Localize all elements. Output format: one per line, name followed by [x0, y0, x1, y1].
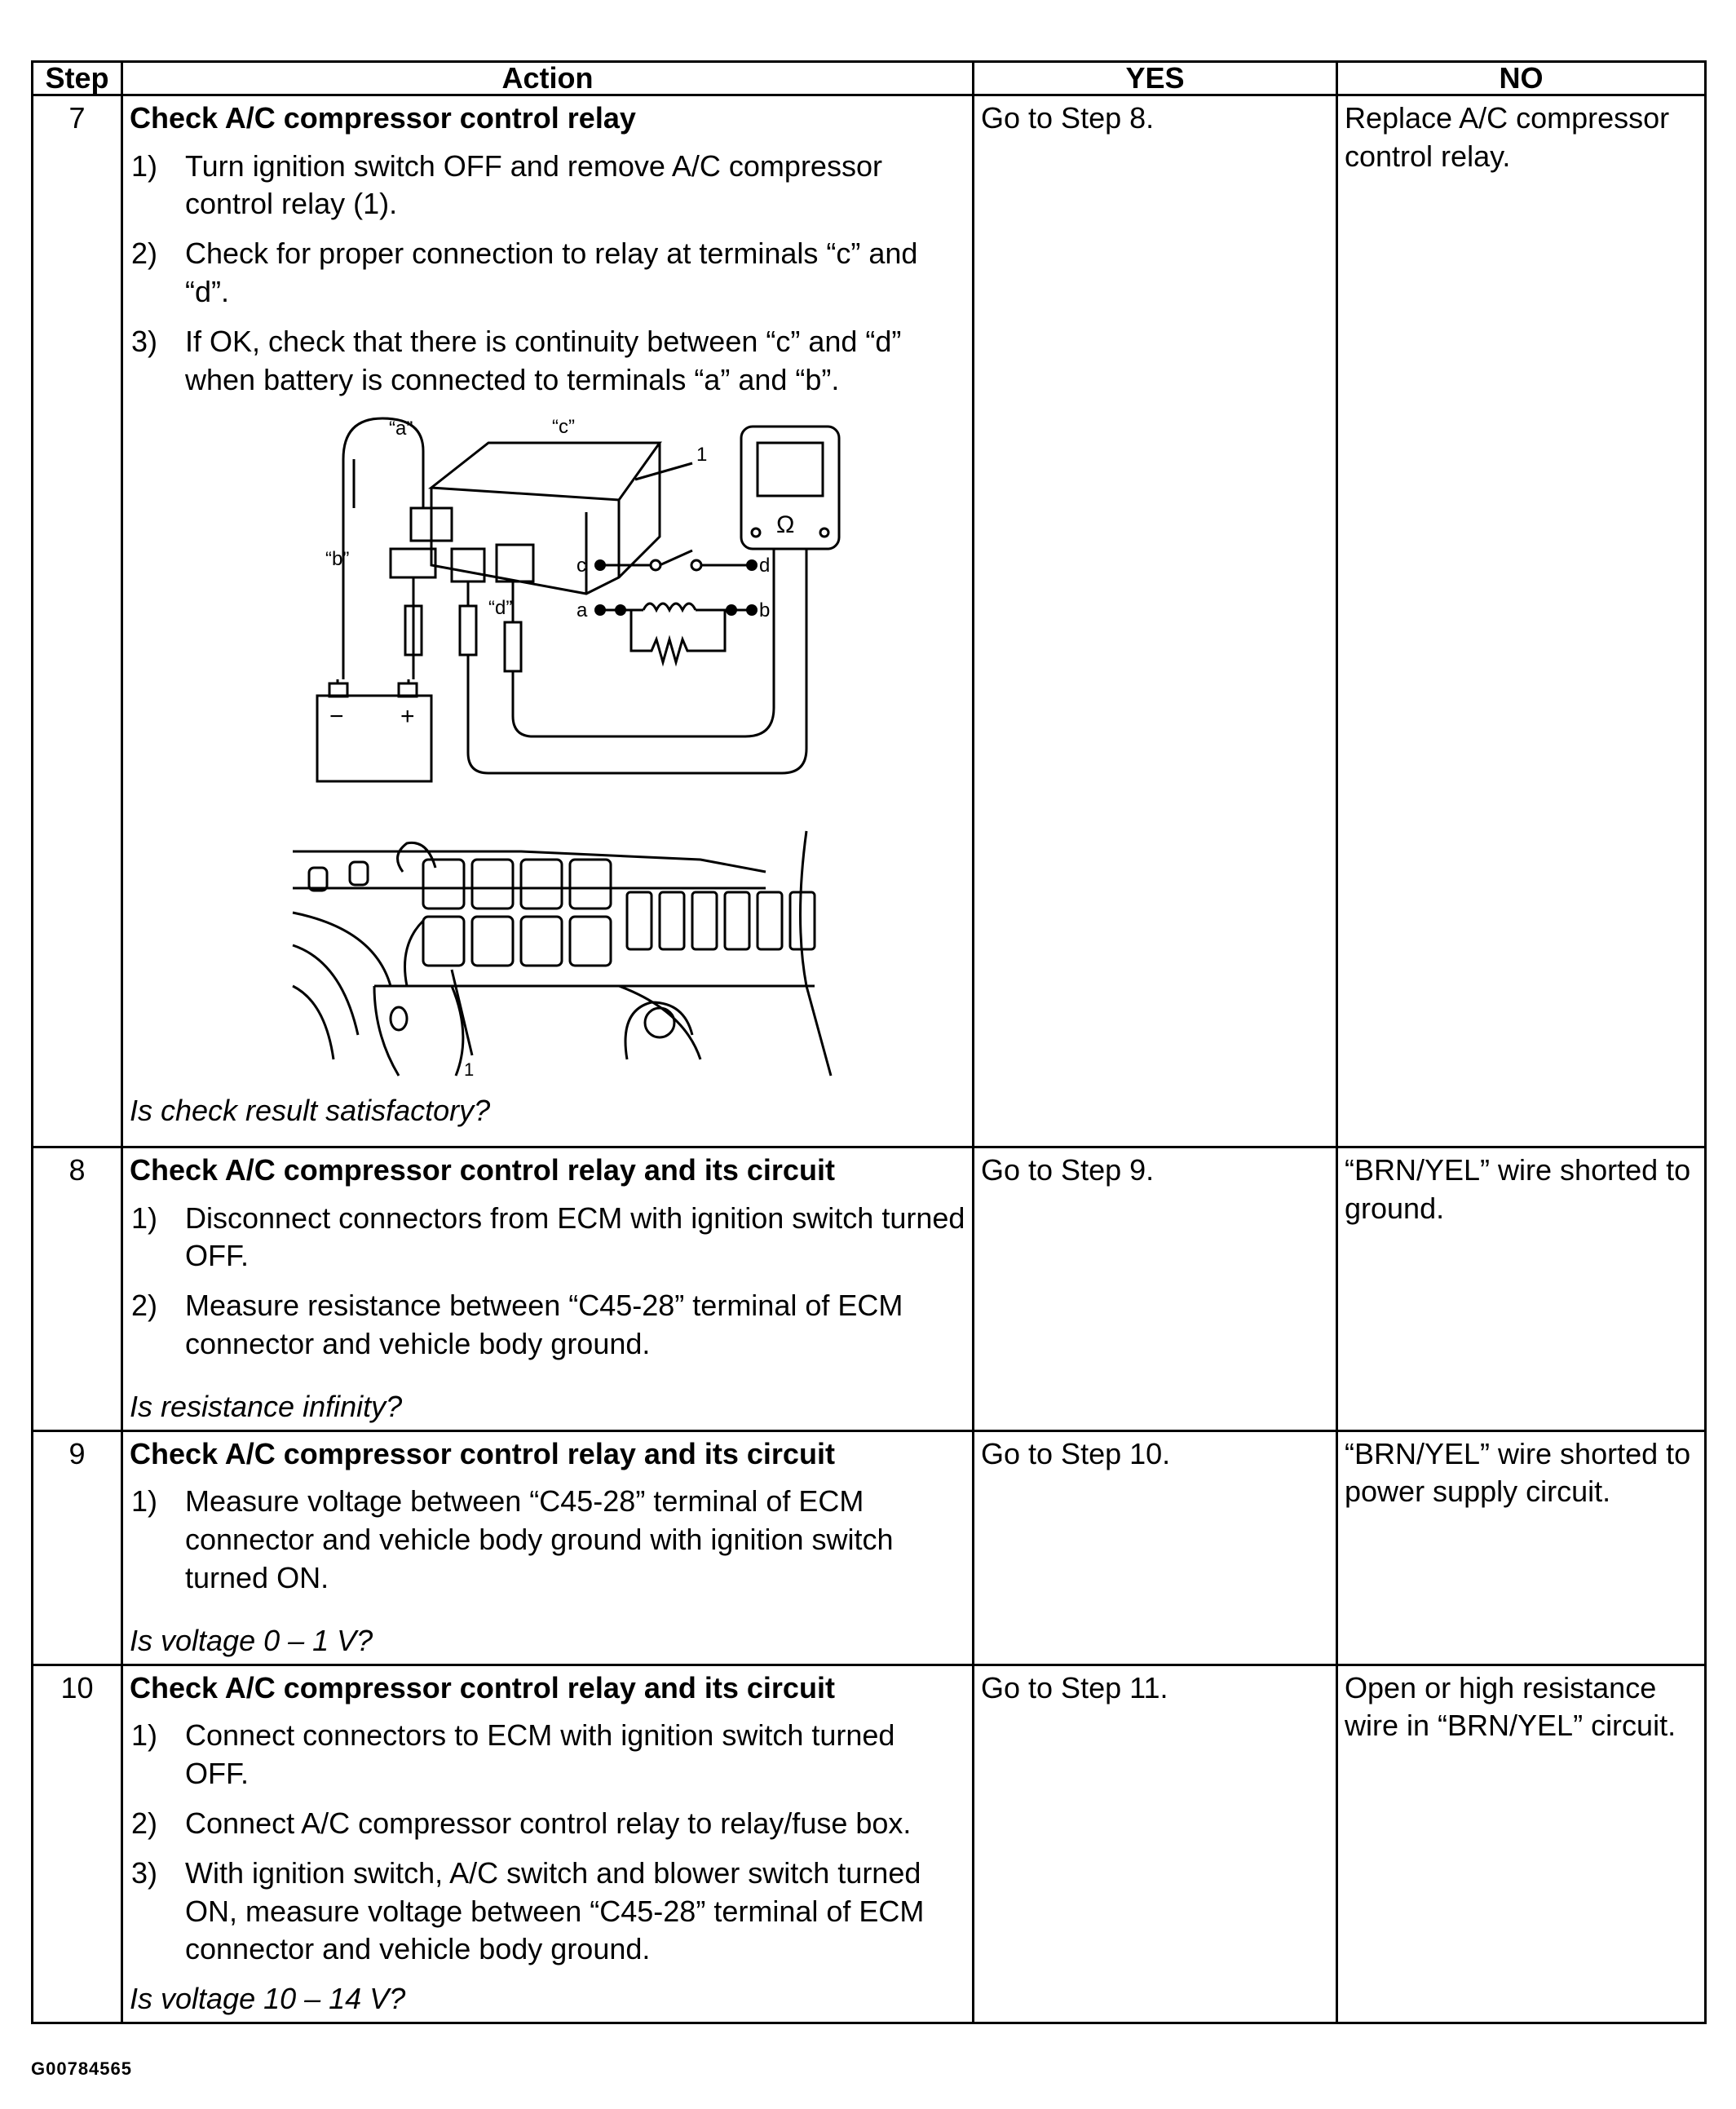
- label-switch-c: c: [576, 555, 586, 577]
- item-number: 2): [131, 1289, 158, 1323]
- list-item: [130, 1805, 965, 1843]
- label-coil-b: b: [759, 599, 771, 622]
- step-number: 10: [33, 1665, 122, 2023]
- yes-cell: Go to Step 10.: [974, 1430, 1337, 1665]
- label-terminal-a: “a”: [389, 418, 413, 440]
- action-title: Check A/C compressor control relay and its circuit: [130, 1152, 835, 1187]
- item-number: 3): [131, 324, 158, 358]
- item-number: 2): [131, 237, 158, 271]
- table-row: [33, 1430, 1706, 1665]
- step-number: 8: [33, 1147, 122, 1430]
- action-cell: [122, 1147, 974, 1430]
- list-item: [130, 235, 965, 312]
- check-question: Is resistance infinity?: [130, 1389, 403, 1423]
- table-row: [33, 95, 1706, 1147]
- item-number: 1): [131, 1484, 158, 1519]
- label-relay-1: 1: [464, 1059, 475, 1081]
- item-text: With ignition switch, A/C switch and blower switch turned ON, measure voltage between “C45-28” terminal of ECM connector and vehicle body ground.: [185, 1855, 925, 1966]
- step-number: 7: [33, 95, 122, 1147]
- list-item: [130, 1200, 965, 1276]
- header-no: NO: [1337, 62, 1706, 95]
- item-text: Turn ignition switch OFF and remove A/C compressor control relay (1).: [185, 148, 882, 221]
- action-title: Check A/C compressor control relay and its circuit: [130, 1436, 835, 1470]
- header-step: Step: [33, 62, 122, 95]
- yes-cell: Go to Step 9.: [974, 1147, 1337, 1430]
- item-text: Measure voltage between “C45-28” terminal of ECM connector and vehicle body ground with ignition switch turned ON.: [185, 1484, 894, 1594]
- figure-id: G00784565: [31, 2058, 132, 2079]
- label-terminal-b: “b”: [325, 548, 350, 571]
- item-text: Check for proper connection to relay at terminals “c” and “d”.: [185, 237, 918, 308]
- list-item: [130, 1287, 965, 1364]
- battery-plus: +: [400, 703, 415, 731]
- table-row: [33, 1665, 1706, 2023]
- item-text: Connect connectors to ECM with ignition switch turned OFF.: [185, 1718, 895, 1791]
- no-cell: “BRN/YEL” wire shorted to ground.: [1337, 1147, 1706, 1430]
- check-question: Is voltage 0 – 1 V?: [130, 1623, 373, 1657]
- item-text: If OK, check that there is continuity between “c” and “d” when battery is connected to terminals “a” and “b”.: [185, 324, 902, 396]
- item-number: 1): [131, 148, 158, 183]
- header-action: Action: [122, 62, 974, 95]
- no-cell: Open or high resistance wire in “BRN/YEL” circuit.: [1337, 1665, 1706, 2023]
- item-number: 3): [131, 1855, 158, 1890]
- item-number: 1): [131, 1718, 158, 1753]
- action-cell: [122, 1665, 974, 2023]
- item-text: Connect A/C compressor control relay to relay/fuse box.: [185, 1806, 912, 1840]
- action-steps: [130, 1200, 965, 1364]
- ohm-icon: Ω: [776, 511, 795, 539]
- action-steps: [130, 148, 965, 400]
- step-number: 9: [33, 1430, 122, 1665]
- action-cell: [122, 1430, 974, 1665]
- action-title: Check A/C compressor control relay and its circuit: [130, 1670, 835, 1704]
- diagnostic-table: [31, 60, 1707, 2024]
- header-yes: YES: [974, 62, 1337, 95]
- list-item: [130, 1717, 965, 1793]
- list-item: [130, 148, 965, 224]
- no-cell: “BRN/YEL” wire shorted to power supply circuit.: [1337, 1430, 1706, 1665]
- action-steps: [130, 1483, 965, 1597]
- list-item: [130, 1855, 965, 1969]
- list-item: [130, 1483, 965, 1597]
- list-item: [130, 323, 965, 400]
- label-terminal-c: “c”: [552, 416, 575, 439]
- yes-cell: Go to Step 8.: [974, 95, 1337, 1147]
- header-row: [33, 62, 1706, 95]
- table-row: [33, 1147, 1706, 1430]
- relay-test-diagram: [130, 410, 961, 818]
- label-terminal-d: “d”: [488, 597, 513, 620]
- item-number: 2): [131, 1806, 158, 1840]
- yes-cell: Go to Step 11.: [974, 1665, 1337, 2023]
- action-cell: [122, 95, 974, 1147]
- no-cell: Replace A/C compressor control relay.: [1337, 95, 1706, 1147]
- action-title: Check A/C compressor control relay: [130, 100, 636, 135]
- action-steps: [130, 1717, 965, 1969]
- item-number: 1): [131, 1200, 158, 1235]
- label-part-1: 1: [696, 444, 708, 466]
- item-text: Measure resistance between “C45-28” terminal of ECM connector and vehicle body ground.: [185, 1289, 903, 1360]
- label-coil-a: a: [576, 599, 588, 622]
- battery-minus: −: [329, 703, 344, 731]
- check-question: Is voltage 10 – 14 V?: [130, 1982, 406, 2016]
- label-switch-d: d: [759, 555, 771, 577]
- item-text: Disconnect connectors from ECM with ignition switch turned OFF.: [185, 1200, 965, 1273]
- relay-box-illustration: [130, 823, 961, 1084]
- check-question: Is check result satisfactory?: [130, 1094, 491, 1128]
